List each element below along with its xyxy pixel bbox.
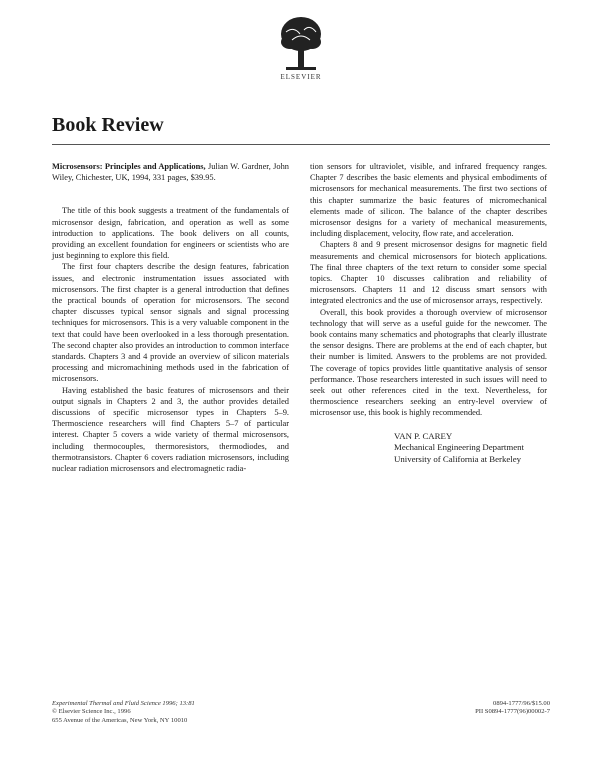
title-rule bbox=[52, 144, 550, 145]
left-paragraph-3: Having established the basic features of microsensors and their output signals in Chapters 2 and 3, the author provides detailed discussions of specific microsensor types in Chapters 5–9. Thermoscience researchers will find Chapters 5–7 of particular interest. Chapter 5 covers a wide variety of thermal microsensors, including thermocouples, thermoresistors, thermodiodes, and thermotransistors. Chapter 6 covers radiation microsensors, including nuclear radiation microsensors and electromagnetic radia- bbox=[52, 385, 289, 474]
reviewer-institution: University of California at Berkeley bbox=[394, 453, 522, 464]
footer-right bbox=[430, 700, 550, 717]
book-citation bbox=[52, 161, 289, 183]
elsevier-tree-logo bbox=[276, 12, 326, 82]
publisher-address: 655 Avenue of the Americas, New York, NY 10010 bbox=[52, 716, 188, 724]
elsevier-wordmark: ELSEVIER bbox=[280, 73, 322, 81]
right-column bbox=[310, 161, 547, 465]
right-paragraph-1: tion sensors for ultraviolet, visible, and infrared frequency ranges. Chapter 7 describes the basic elements and physical embodiments of microsensors for mechanical measurements. The first two sections of this chapter summarize the basic features of micromechanical elements made of silicon. The balance of the chapter describes microsensor designs for a variety of mechanical measurements, including displacement, velocity, flow rate, and acceleration. bbox=[310, 162, 547, 239]
book-title: Microsensors: Principles and Applications, bbox=[52, 162, 206, 171]
issn: 0894-1777/96/$15.00 bbox=[493, 700, 550, 707]
copyright: © Elsevier Science Inc., 1996 bbox=[52, 708, 131, 716]
left-column bbox=[52, 161, 289, 474]
reviewer-signature bbox=[310, 431, 547, 466]
book-details: Julian W. Gardner, John Wiley, Chichester, UK, 1994, 331 pages, $39.95. bbox=[52, 162, 289, 183]
right-paragraph-2: Chapters 8 and 9 present microsensor designs for magnetic field measurements and chemical microsensors for biotech applications. The final three chapters of the text return to consider some special topics. Chapter 10 discusses calibration and reliability of microsensors. Chapters 11 and 12 discuss smart sensors with integrated electronics and the use of microsensor arrays, respectively. bbox=[310, 240, 547, 306]
reviewer-department: Mechanical Engineering Department bbox=[394, 442, 524, 453]
footer-left bbox=[52, 700, 195, 725]
page-title: Book Review bbox=[52, 114, 164, 136]
pii: PII S0894-1777(96)00002-7 bbox=[475, 708, 550, 716]
journal-citation: Experimental Thermal and Fluid Science 1996; 13:81 bbox=[52, 700, 195, 707]
left-paragraph-2: The first four chapters describe the design features, fabrication issues, and electronic instrumentation issues associated with microsensors. The first chapter is a general introduction that defines the practical bounds of operation for microsensors. The second chapter discusses typical sensor signals and signal processing techniques for microsensors. This is a very valuable component in the text that could have been overlooked in a less thorough presentation. The second chapter also provides an introduction to common interface standards. Chapters 3 and 4 provide an overview of silicon materials processing and micromachining methods used in the fabrication of microsensors. bbox=[52, 262, 289, 384]
left-paragraph-1: The title of this book suggests a treatment of the fundamentals of microsensor design, fabrication, and operation as well as some introduction to applications. The book delivers on all counts, providing an excellent foundation for engineers or scientists who are just beginning to explore this field. bbox=[52, 206, 289, 261]
reviewer-name: VAN P. CAREY bbox=[394, 430, 453, 441]
right-paragraph-3: Overall, this book provides a thorough overview of microsensor technology that will serve as a useful guide for the newcomer. The book contains many schematics and photographs that clearly illustrate the sensor designs. There are problems at the end of each chapter, but their number is limited. Answers to the problems are not provided. The coverage of topics provides little quantitative analysis of sensor performance. Those researchers interested in such issues will need to seek out other references cited in the text. Nevertheless, for thermoscience researchers seeking an entry-level overview of microsensor use, this book is highly recommended. bbox=[310, 307, 547, 418]
